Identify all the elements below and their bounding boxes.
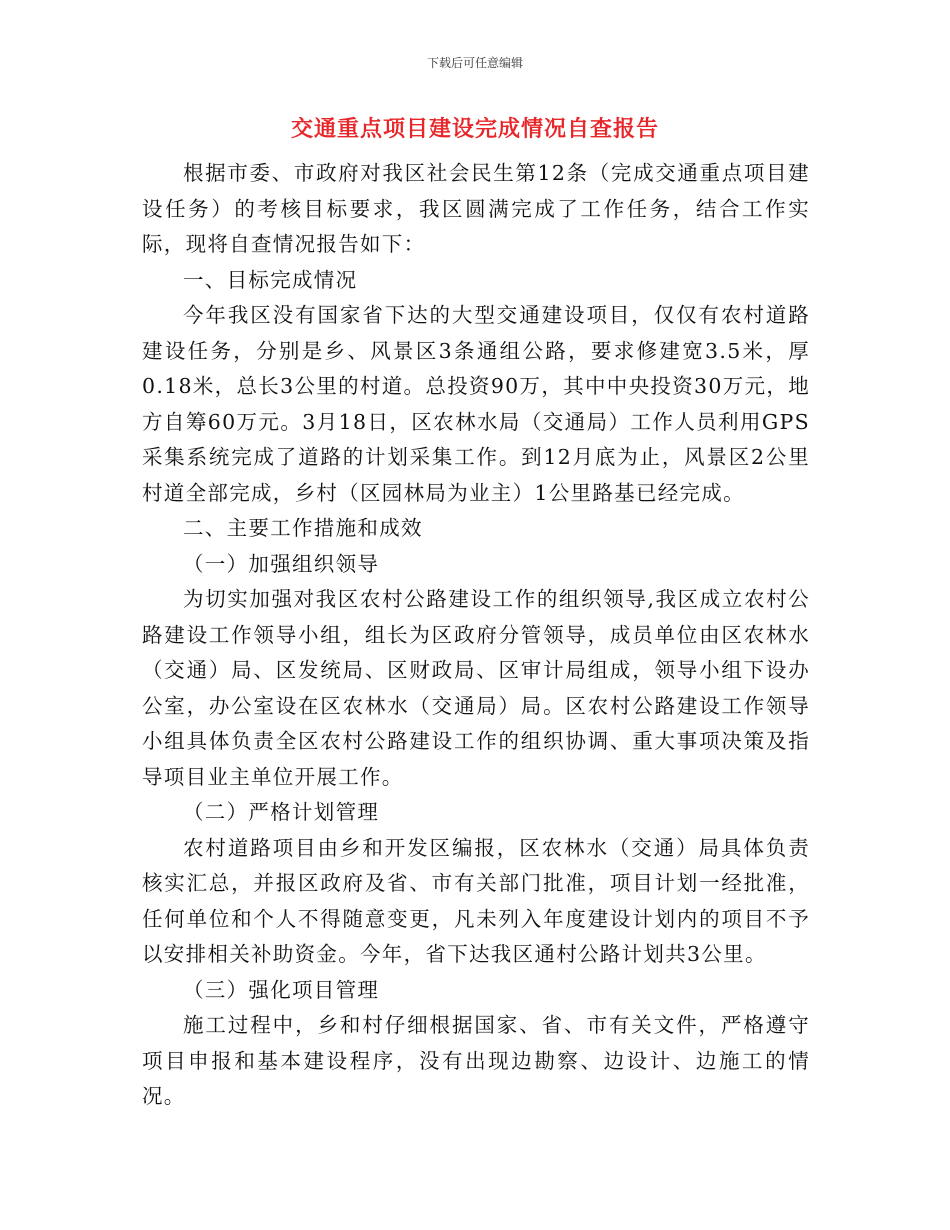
document-body [142, 156, 810, 1115]
section-heading-1: 一、目标完成情况 [183, 267, 358, 292]
document-title: 交通重点项目建设完成情况自查报告 [290, 116, 659, 142]
body-paragraph: 农村道路项目由乡和开发区编报，区农林水（交通）局具体负责核实汇总，并报区政府及省、市有关部门批准，项目计划一经批准，任何单位和个人不得随意变更，凡未列入年度建设计划内的项目不予以安排相关补助资金。今年，省下达我区通村公路计划共3公里。 [142, 835, 810, 966]
subsection-heading-2: （二）严格计划管理 [183, 800, 380, 824]
body-paragraph: 今年我区没有国家省下达的大型交通建设项目，仅仅有农村道路建设任务，分别是乡、风景区3条通组公路，要求修建宽3.5米，厚0.18米，总长3公里的村道。总投资90万，其中中央投资30万元，地方自筹60万元。3月18日，区农林水局（交通局）工作人员利用GPS采集系统完成了道路的计划采集工作。到12月底为止，风景区2公里村道全部完成，乡村（区园林局为业主）1公里路基已经完成。 [142, 303, 810, 505]
subsection-heading-1: （一）加强组织领导 [183, 551, 380, 576]
intro-paragraph: 根据市委、市政府对我区社会民生第12条（完成交通重点项目建设任务）的考核目标要求，我区圆满完成了工作任务，结合工作实际，现将自查情况报告如下： [142, 161, 810, 256]
body-paragraph: 施工过程中，乡和村仔细根据国家、省、市有关文件，严格遵守项目申报和基本建设程序，没有出现边勘察、边设计、边施工的情况。 [142, 1013, 810, 1108]
header-note: 下载后可任意编辑 [426, 56, 523, 70]
subsection-heading-3: （三）强化项目管理 [183, 977, 380, 1002]
body-paragraph: 为切实加强对我区农村公路建设工作的组织领导,我区成立农村公路建设工作领导小组，组长为区政府分管领导，成员单位由区农林水（交通）局、区发统局、区财政局、区审计局组成，领导小组下设办公室，办公室设在区农林水（交通局）局。区农村公路建设工作领导小组具体负责全区农村公路建设工作的组织协调、重大事项决策及指导项目业主单位开展工作。 [142, 587, 810, 789]
section-heading-2: 二、主要工作措施和成效 [183, 516, 423, 540]
